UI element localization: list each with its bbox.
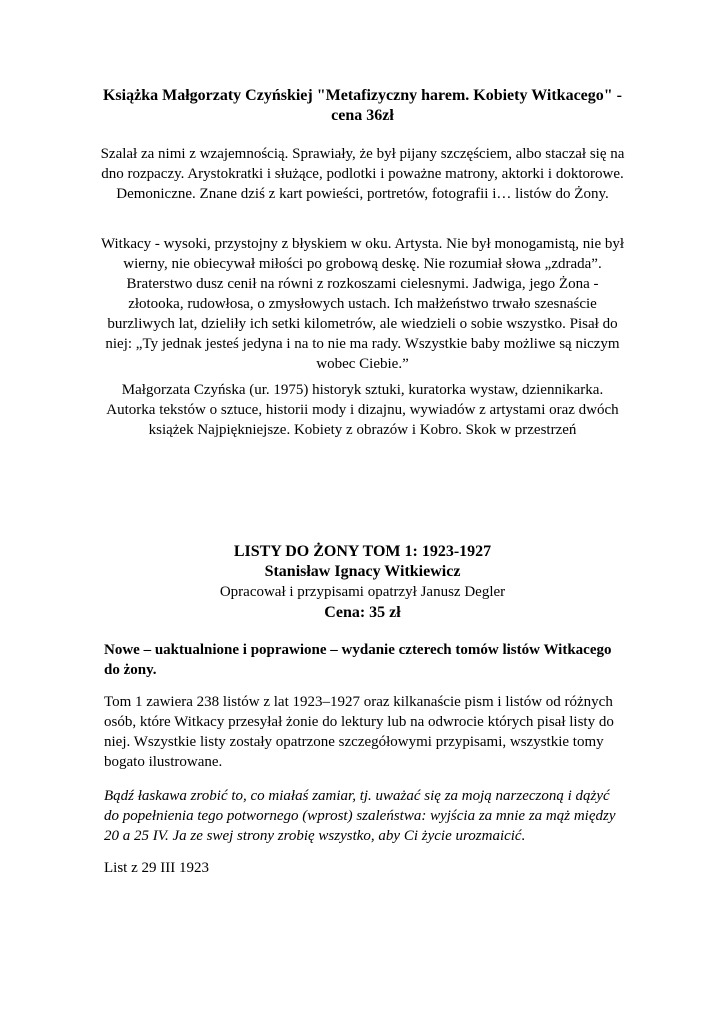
book-title-heading: Książka Małgorzaty Czyńskiej "Metafizyczny harem. Kobiety Witkacego" - cena 36zł [102,87,622,124]
letters-book-title: LISTY DO ŻONY TOM 1: 1923-1927 [233,543,492,560]
letter-date: List z 29 III 1923 [104,860,209,876]
letters-book-author: Stanisław Ignacy Witkiewicz [264,563,461,580]
letters-book-editor: Opracował i przypisami opatrzył Janusz Degler [219,584,506,600]
letters-book-header [100,542,625,624]
volume-description: Tom 1 zawiera 238 listów z lat 1923–1927 oraz kilkanaście pism i listów od różnych osób, które Witkacy przesyłał żonie do lektury lub na odwrocie których pisał listy do niej. Wszystkie listy zostały opatrzone szczegółowymi przypisami, wszystkie tomy bogato ilustrowane. [104,694,614,770]
edition-intro: Nowe – uaktualnione i poprawione – wydanie czterech tomów listów Witkacego do żony. [104,642,612,678]
description-paragraph-1: Szalał za nimi z wzajemnością. Sprawiały, że był pijany szczęściem, albo staczał się na dno rozpaczy. Arystokratki i służące, podlotki i poważne matrony, aktorki i doktorowe. Demoniczne. Znane dziś z kart powieści, portretów, fotografii i… listów do Żony. [100,146,625,202]
letters-book-price: Cena: 35 zł [324,604,401,621]
description-paragraph-2: Witkacy - wysoki, przystojny z błyskiem w oku. Artysta. Nie był monogamistą, nie był wierny, nie obiecywał miłości po grobową deskę. Nie rozumiał słowa „zdrada”. Braterstwo dusz cenił na równi z rozkoszami cielesnymi. Jadwiga, jego Żona - złotooka, rudowłosa, o zmysłowych ustach. Ich małżeństwo trwało szesnaście burzliwych lat, dzieliły ich setki kilometrów, ale wiedzieli o sobie wszystko. Pisał do niej: „Ty jednak jesteś jedyna i na to nie ma rady. Wszystkie baby możliwe są niczym wobec Ciebie.” [100,236,625,372]
author-bio-paragraph: Małgorzata Czyńska (ur. 1975) historyk sztuki, kuratorka wystaw, dziennikarka. Autorka tekstów o sztuce, historii mody i dizajnu, wywiadów z artystami oraz dwóch książek Najpiękniejsze. Kobiety z obrazów i Kobro. Skok w przestrzeń [106,382,619,438]
letter-quote: Bądź łaskawa zrobić to, co miałaś zamiar, tj. uważać się za moją narzeczoną i dążyć do popełnienia tego potwornego (wprost) szaleństwa: wyjścia za mnie za mąż między 20 a 25 IV. Ja ze swej strony zrobię wszystko, aby Ci życie urozmaicić. [104,788,616,844]
